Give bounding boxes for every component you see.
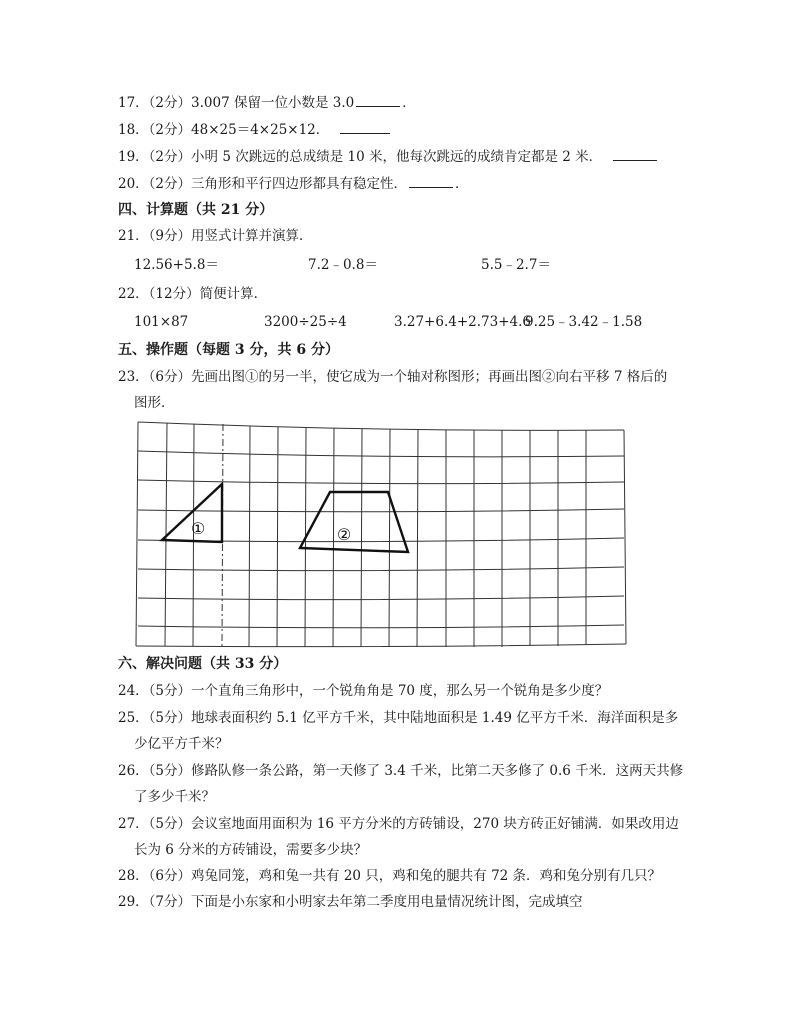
expression: 7.2﹣0.8＝ (308, 257, 378, 273)
question-text: 一个直角三角形中，一个锐角角是 70 度，那么另一个锐角是多少度？ (191, 683, 609, 699)
expression: 3200÷25÷4 (264, 314, 347, 330)
question-text: 小明 5 次跳远的总成绩是 10 米，他每次跳远的成绩肯定都是 2 米． (191, 149, 603, 165)
question-text: 48×25＝4×25×12． (191, 122, 330, 138)
question-27 (118, 815, 679, 833)
question-29 (118, 893, 583, 911)
figure-1-label: ① (190, 519, 206, 538)
question-20 (118, 175, 469, 193)
grid-figure (130, 418, 628, 650)
question-text: 三角形和平行四边形都具有稳定性． (191, 176, 408, 192)
question-text: 下面是小东家和小明家去年第二季度用电量情况统计图，完成填空 (191, 894, 583, 910)
answer-blank[interactable] (409, 175, 453, 188)
section-title-operation: 五、操作题（每题 3 分，共 6 分） (118, 342, 339, 358)
question-24 (118, 682, 608, 700)
question-number: 29．（7分） (118, 894, 192, 910)
question-26 (118, 762, 683, 780)
answer-blank[interactable] (356, 94, 400, 107)
answer-blank[interactable] (613, 148, 657, 161)
expression: 3.27+6.4+2.73+4.6 (394, 314, 531, 330)
question-number: 25．（5分） (118, 710, 192, 726)
question-22 (118, 285, 267, 303)
question-18 (118, 121, 392, 139)
question-19 (118, 148, 659, 166)
question-text: 地球表面积约 5.1 亿平方千米，其中陆地面积是 1.49 亿平方千米．海洋面积是多 (191, 710, 679, 726)
grid-lines (136, 422, 626, 647)
section-title-problem-solving: 六、解决问题（共 33 分） (118, 656, 288, 672)
question-text: 3.007 保留一位小数是 3.0 (191, 95, 355, 111)
question-number: 22．（12分） (118, 286, 200, 302)
expression: 5.5﹣2.7＝ (481, 257, 551, 273)
figure-2-trapezoid (300, 492, 408, 552)
question-number: 27．（5分） (118, 816, 192, 832)
question-25 (118, 709, 678, 727)
question-text: 简便计算． (199, 286, 268, 302)
question-text: 先画出图①的另一半，使它成为一个轴对称图形；再画出图②向右平移 7 格后的 (191, 369, 668, 385)
question-26-cont: 了多少千米？ (134, 789, 215, 805)
figure-2-label: ② (336, 525, 352, 544)
question-17 (118, 94, 416, 112)
question-number: 21．（9分） (118, 228, 192, 244)
question-27-cont: 长为 6 分米的方砖铺设，需要多少块？ (134, 842, 368, 858)
expression: 12.56+5.8＝ (134, 257, 219, 273)
question-text: 修路队修一条公路，第一天修了 3.4 千米，比第二天多修了 0.6 千米．这两天共修 (191, 763, 684, 779)
expression: 101×87 (134, 314, 189, 330)
question-number: 28．（6分） (118, 868, 192, 884)
question-number: 24．（5分） (118, 683, 192, 699)
question-text: 鸡兔同笼，鸡和兔一共有 20 只，鸡和兔的腿共有 72 条．鸡和兔分别有几只？ (191, 868, 662, 884)
question-number: 18．（2分） (118, 122, 192, 138)
answer-blank[interactable] (340, 121, 390, 134)
question-number: 19．（2分） (118, 149, 192, 165)
question-23 (118, 368, 667, 386)
section-title-calculation: 四、计算题（共 21 分） (118, 202, 274, 218)
question-21 (118, 227, 313, 245)
question-text: 用竖式计算并演算． (191, 228, 313, 244)
question-number: 17．（2分） (118, 95, 192, 111)
question-23-cont: 图形． (134, 395, 175, 411)
question-text-end: ． (402, 95, 416, 111)
expression: 9.25﹣3.42﹣1.58 (525, 314, 643, 330)
question-number: 23．（6分） (118, 369, 192, 385)
question-text-end: ． (455, 176, 469, 192)
question-number: 20．（2分） (118, 176, 192, 192)
question-text: 会议室地面用面积为 16 平方分米的方砖铺设，270 块方砖正好铺满．如果改用边 (191, 816, 679, 832)
question-number: 26．（5分） (118, 763, 192, 779)
question-28 (118, 867, 661, 885)
question-25-cont: 少亿平方千米？ (134, 736, 229, 752)
